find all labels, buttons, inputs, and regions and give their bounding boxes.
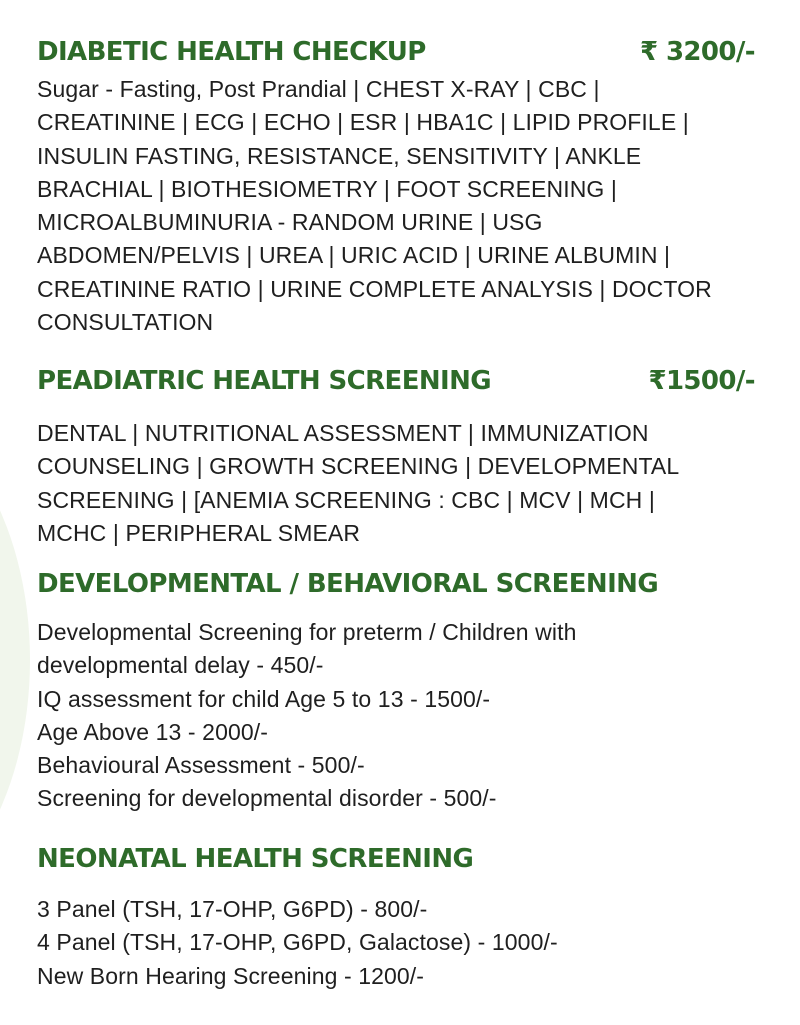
text-line: Age Above 13 - 2000/-	[37, 718, 268, 745]
text-line: Developmental Screening for preterm / Children with	[37, 619, 577, 645]
text-line: New Born Hearing Screening - 1200/-	[37, 962, 425, 989]
text-line: INSULIN FASTING, RESISTANCE, SENSITIVITY | ANKLE	[37, 142, 642, 169]
text-line: 3 Panel (TSH, 17-OHP, G6PD) - 800/-	[37, 896, 428, 922]
test-list	[37, 417, 760, 550]
text-line: IQ assessment for child Age 5 to 13 - 1500/-	[37, 685, 491, 712]
section-title: DIABETIC HEALTH CHECKUP	[37, 37, 426, 67]
test-list	[37, 893, 760, 993]
section-heading	[37, 36, 760, 68]
section-title: PEADIATRIC HEALTH SCREENING	[37, 366, 491, 396]
text-line: Screening for developmental disorder - 500/-	[37, 785, 497, 812]
text-line: CREATININE RATIO | URINE COMPLETE ANALYSIS | DOCTOR	[37, 275, 712, 302]
developmental-behavioral-section	[37, 568, 760, 816]
section-heading	[37, 365, 760, 397]
section-title: DEVELOPMENTAL / BEHAVIORAL SCREENING	[37, 569, 659, 599]
text-line: ABDOMEN/PELVIS | UREA | URIC ACID | URINE ALBUMIN |	[37, 242, 671, 269]
section-price: ₹ 3200/-	[640, 37, 755, 67]
test-list	[37, 73, 760, 339]
text-line: MICROALBUMINURIA - RANDOM URINE | USG	[37, 209, 543, 236]
text-line: CONSULTATION	[37, 309, 214, 336]
neonatal-screening-section	[37, 843, 760, 993]
text-line: BRACHIAL | BIOTHESIOMETRY | FOOT SCREENING |	[37, 175, 617, 202]
text-line: Sugar - Fasting, Post Prandial | CHEST X-RAY | CBC |	[37, 76, 600, 102]
text-line: DENTAL | NUTRITIONAL ASSESSMENT | IMMUNIZATION	[37, 420, 649, 446]
section-heading	[37, 568, 760, 600]
section-price: ₹1500/-	[648, 366, 755, 396]
text-line: MCHC | PERIPHERAL SMEAR	[37, 519, 361, 546]
section-heading	[37, 843, 760, 875]
text-line: developmental delay - 450/-	[37, 652, 324, 679]
test-list	[37, 616, 760, 816]
text-line: Behavioural Assessment - 500/-	[37, 752, 365, 779]
text-line: COUNSELING | GROWTH SCREENING | DEVELOPMENTAL	[37, 453, 680, 480]
background-blob	[0, 400, 30, 920]
peadiatric-screening-section	[37, 365, 760, 550]
text-line: SCREENING | [ANEMIA SCREENING : CBC | MCV | MCH |	[37, 486, 655, 513]
text-line: CREATININE | ECG | ECHO | ESR | HBA1C | LIPID PROFILE |	[37, 109, 689, 136]
text-line: 4 Panel (TSH, 17-OHP, G6PD, Galactose) - 1000/-	[37, 929, 558, 956]
section-title: NEONATAL HEALTH SCREENING	[37, 844, 474, 874]
diabetic-checkup-section	[37, 36, 760, 339]
